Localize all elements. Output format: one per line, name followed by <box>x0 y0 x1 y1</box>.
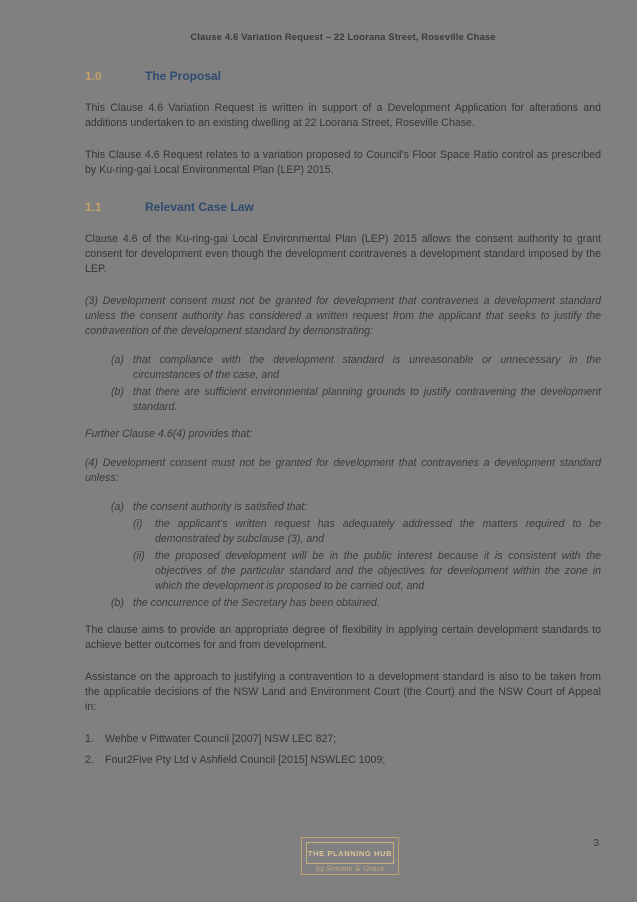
list-text: that there are sufficient environmental planning grounds to justify contravening the development standard. <box>133 386 601 413</box>
quote-list-subitem <box>133 517 601 547</box>
quote-paragraph: Further Clause 4.6(4) provides that: <box>85 428 253 440</box>
case-law-item <box>85 732 601 747</box>
paragraph: This Clause 4.6 Variation Request is written in support of a Development Application for alterations and additions undertaken to an existing dwelling at 22 Loorana Street, Roseville Chase. <box>85 102 601 129</box>
quote-paragraph: (4) Development consent must not be granted for development that contravenes a development standard unless: <box>85 457 601 484</box>
quote-list-subitem <box>133 549 601 594</box>
list-text: the proposed development will be in the public interest because it is consistent with the objectives of the particular standard and the objectives for development within the zone in which the development is proposed to be carried out, and <box>155 550 601 592</box>
section-title: The Proposal <box>145 69 222 83</box>
quote-list-item <box>111 500 601 515</box>
logo-tagline: by Simone & Grace <box>315 865 385 873</box>
document-header: Clause 4.6 Variation Request – 22 Loorana Street, Roseville Chase <box>190 32 496 43</box>
list-text: the concurrence of the Secretary has been obtained. <box>133 597 380 609</box>
paragraph: The clause aims to provide an appropriate degree of flexibility in applying certain development standards to achieve better outcomes for and from development. <box>85 624 601 651</box>
section-number: 1.0 <box>85 69 102 83</box>
list-label: (b) <box>111 386 124 398</box>
page-number: 3 <box>593 838 599 849</box>
list-text: the applicant’s written request has adequately addressed the matters required to be demonstrated by subclause (3), and <box>155 518 601 545</box>
list-label: (i) <box>133 518 143 530</box>
list-label: 2. <box>85 754 94 766</box>
quote-list-item <box>111 385 601 415</box>
section-heading-case-law <box>85 200 601 214</box>
section-number: 1.1 <box>85 200 102 214</box>
case-citation: Four2Five Pty Ltd v Ashfield Council [2015] NSWLEC 1009; <box>105 754 386 766</box>
list-text: that compliance with the development standard is unreasonable or unnecessary in the circumstances of the case, and <box>133 354 601 381</box>
legislation-quote-block <box>85 294 601 611</box>
section-heading-proposal <box>85 69 601 83</box>
list-label: (a) <box>111 354 124 366</box>
quote-list-item <box>111 596 601 611</box>
list-label: 1. <box>85 733 94 745</box>
logo-frame <box>306 842 394 864</box>
list-label: (a) <box>111 501 124 513</box>
paragraph: This Clause 4.6 Request relates to a variation proposed to Council’s Floor Space Ratio control as prescribed by Ku-ring-gai Local Environmental Plan (LEP) 2015. <box>85 149 601 176</box>
case-citation: Wehbe v Pittwater Council [2007] NSW LEC 827; <box>105 733 337 745</box>
list-label: (b) <box>111 597 124 609</box>
paragraph: Assistance on the approach to justifying a contravention to a development standard is also to be taken from the applicable decisions of the NSW Land and Environment Court (the Court) and the NSW Court of Appeal in: <box>85 671 601 713</box>
list-text: the consent authority is satisfied that: <box>133 501 308 513</box>
company-logo <box>301 837 399 875</box>
paragraph: Clause 4.6 of the Ku-ring-gai Local Environmental Plan (LEP) 2015 allows the consent authority to grant consent for development even though the development contravenes a development standard imposed by the LEP. <box>85 233 601 275</box>
case-law-item <box>85 753 601 768</box>
quote-list-item <box>111 353 601 383</box>
section-title: Relevant Case Law <box>145 200 254 214</box>
logo-title: THE PLANNING HUB <box>307 848 393 858</box>
list-label: (ii) <box>133 550 145 562</box>
quote-paragraph: (3) Development consent must not be granted for development that contravenes a development standard unless the consent authority has considered a written request from the applicant that seeks to justify the contravention of the development standard by demonstrating: <box>85 295 601 337</box>
